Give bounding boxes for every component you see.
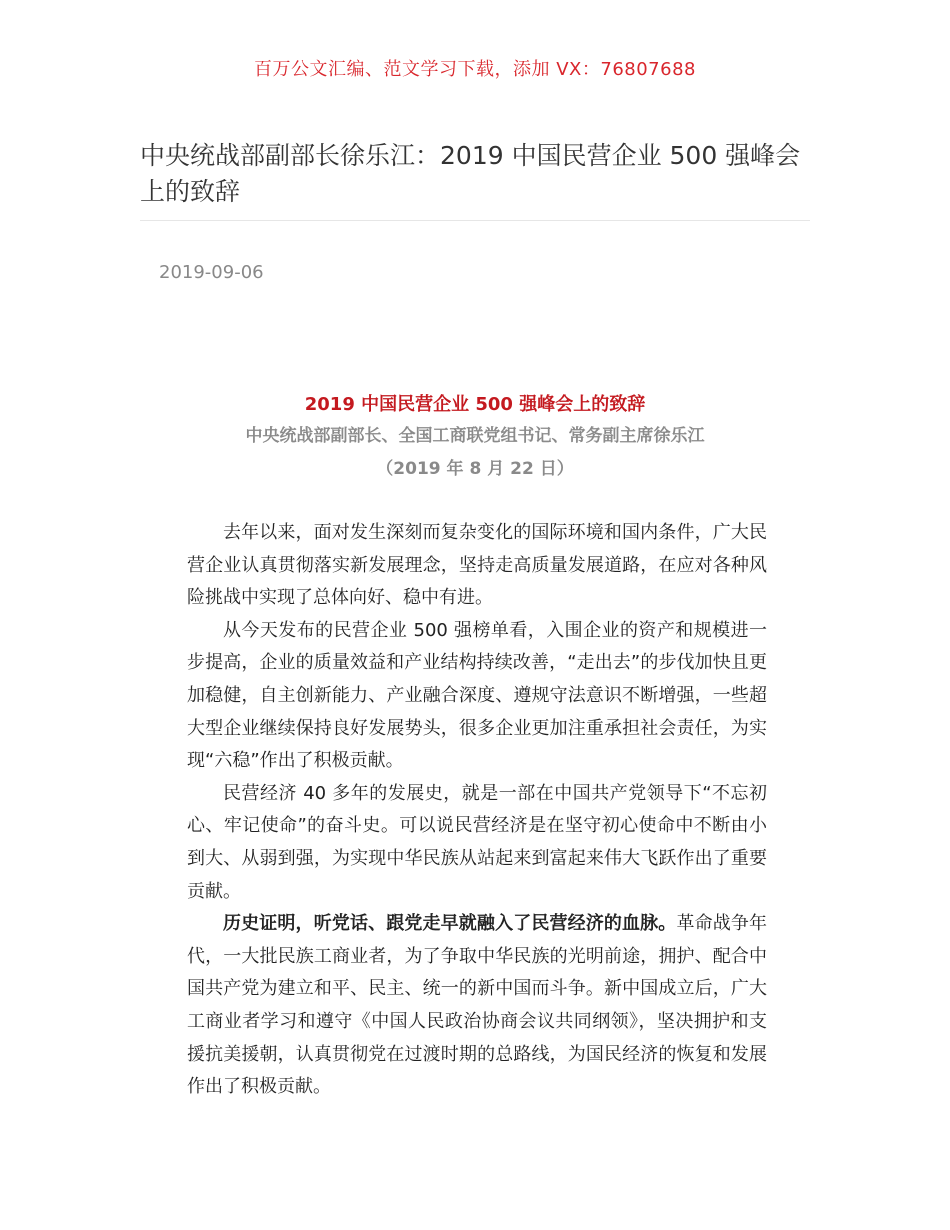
paragraph-4 [187, 908, 767, 1104]
paragraph-1 [187, 517, 767, 615]
paragraph-text: 革命战争年代，一大批民族工商业者，为了争取中华民族的光明前途，拥护、配合中国共产党为建立和平、民主、统一的新中国而斗争。新中国成立后，广大工商业者学习和遵守《中国人民政治协商会议共同纲领》，坚决拥护和支援抗美援朝，认真贯彻党在过渡时期的总路线，为国民经济的恢复和发展作出了积极贡献。 [187, 913, 768, 1098]
paragraph-3 [187, 778, 767, 908]
article-header [140, 138, 810, 221]
paragraph-text: 去年以来，面对发生深刻而复杂变化的国际环境和国内条件，广大民营企业认真贯彻落实新发展理念，坚持走高质量发展道路，在应对各种风险挑战中实现了总体向好、稳中有进。 [187, 522, 767, 609]
speech-date: （2019 年 8 月 22 日） [376, 459, 574, 479]
header-divider [140, 220, 810, 221]
paragraph-text: 从今天发布的民营企业 500 强榜单看，入围企业的资产和规模进一步提高，企业的质量效益和产业结构持续改善，“走出去”的步伐加快且更加稳健，自主创新能力、产业融合深度、遵规守法意识不断增强，一些超大型企业继续保持良好发展势头，很多企业更加注重承担社会责任，为实现“六稳”作出了积极贡献。 [187, 619, 767, 772]
paragraph-2 [187, 615, 767, 778]
article-date: 2019-09-06 [159, 262, 264, 283]
speech-title: 2019 中国民营企业 500 强峰会上的致辞 [304, 394, 646, 415]
speech-heading [0, 390, 950, 486]
promo-banner: 百万公文汇编、范文学习下载，添加 VX：76807688 [254, 59, 696, 80]
speech-subtitle: 中央统战部副部长、全国工商联党组书记、常务副主席徐乐江 [245, 426, 705, 446]
paragraph-lead: 历史证明，听党话、跟党走早就融入了民营经济的血脉。 [223, 913, 677, 935]
article-body [187, 517, 767, 1104]
paragraph-text: 民营经济 40 多年的发展史，就是一部在中国共产党领导下“不忘初心、牢记使命”的奋斗史。可以说民营经济是在坚守初心使命中不断由小到大、从弱到强，为实现中华民族从站起来到富起来伟大飞跃作出了重要贡献。 [187, 782, 767, 902]
article-title: 中央统战部副部长徐乐江：2019 中国民营企业 500 强峰会上的致辞 [140, 141, 801, 206]
